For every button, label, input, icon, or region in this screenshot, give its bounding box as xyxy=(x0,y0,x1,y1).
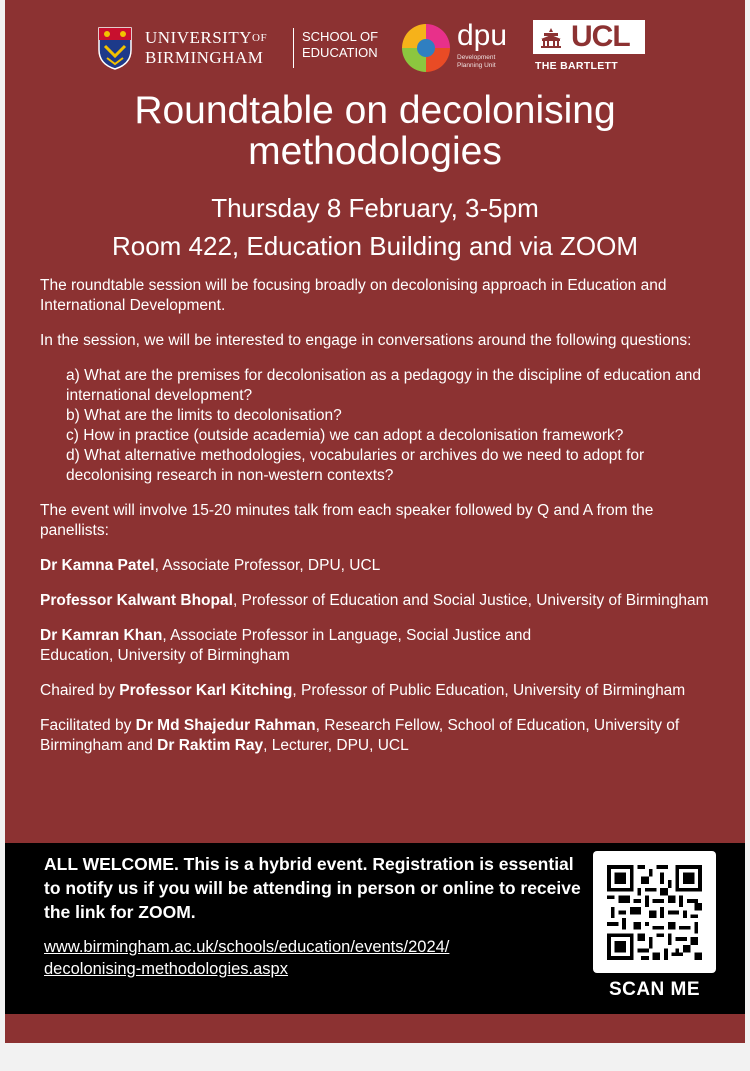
question-list xyxy=(66,366,720,486)
facilitator-role: , Lecturer, DPU, UCL xyxy=(263,737,409,754)
facilitator-name: Dr Md Shajedur Rahman xyxy=(135,717,316,734)
event-title-line-2: methodologies xyxy=(248,130,502,173)
dpu-logo-icon xyxy=(398,20,454,76)
event-poster xyxy=(5,0,745,1043)
speaker-role: , Professor of Education and Social Justice, University of Birmingham xyxy=(232,592,709,609)
facilitators-prefix: Facilitated by xyxy=(40,717,136,734)
question-item: a) What are the premises for decolonisation as a pedagogy in the discipline of education and international development? xyxy=(66,367,702,404)
event-title xyxy=(5,90,745,172)
event-title-line-1: Roundtable on decolonising xyxy=(134,89,616,132)
speaker-role: , Associate Professor in Language, Social Justice and xyxy=(162,627,532,644)
ucl-wordmark: UCL xyxy=(571,20,630,53)
speaker-entry xyxy=(40,556,720,576)
dpu-wordmark: dpu xyxy=(457,19,508,52)
speaker-name: Dr Kamna Patel xyxy=(40,557,155,574)
logo-divider xyxy=(293,28,294,68)
question-item: d) What alternative methodologies, vocabularies or archives do we need to adopt for decolonising research in non-western contexts? xyxy=(66,447,645,484)
speaker-entry xyxy=(40,591,720,611)
chair-entry xyxy=(40,681,720,701)
event-date: Thursday 8 February, 3-5pm xyxy=(211,193,539,223)
speaker-role-continued: Education, University of Birmingham xyxy=(40,647,290,664)
chair-role: , Professor of Public Education, University of Birmingham xyxy=(292,682,686,699)
registration-banner xyxy=(5,843,745,1014)
speaker-name: Professor Kalwant Bhopal xyxy=(40,592,233,609)
university-of-birmingham-wordmark: $UNIVERSITY^{OF}$ BIRMINGHAM xyxy=(145,28,268,67)
the-bartlett-wordmark: THE BARTLETT xyxy=(535,60,618,72)
chair-name: Professor Karl Kitching xyxy=(119,682,293,699)
qr-code-icon xyxy=(607,865,702,960)
speaker-name: Dr Kamran Khan xyxy=(40,627,163,644)
registration-link[interactable]: www.birmingham.ac.uk/schools/education/events/2024/ decolonising-methodologies.aspx xyxy=(44,938,450,978)
intro-paragraph: The roundtable session will be focusing broadly on decolonising approach in Education and International Development. xyxy=(40,277,667,314)
questions-intro: In the session, we will be interested to engage in conversations around the following questions: xyxy=(40,332,692,349)
university-of-birmingham-crest-icon xyxy=(97,26,133,70)
facilitator-name: Dr Raktim Ray xyxy=(157,737,264,754)
chair-prefix: Chaired by xyxy=(40,682,120,699)
facilitators-entry xyxy=(40,716,720,756)
logo-bar xyxy=(5,18,745,78)
school-of-education-wordmark: SCHOOL OF EDUCATION xyxy=(302,29,379,60)
qr-code[interactable] xyxy=(593,851,716,973)
registration-notice: ALL WELCOME. This is a hybrid event. Registration is essential to notify us if you will be attending in person or online to receive the link for ZOOM. xyxy=(44,854,581,922)
facilitator-role: , Research Fellow, School of Education, University of Birmingham and xyxy=(40,717,680,754)
format-paragraph: The event will involve 15-20 minutes talk from each speaker followed by Q and A from the panellists: xyxy=(40,502,654,539)
event-venue: Room 422, Education Building and via ZOOM xyxy=(111,231,639,261)
event-description xyxy=(40,276,720,771)
dpu-subtitle: Development Planning Unit xyxy=(457,54,496,69)
question-item: c) How in practice (outside academia) we can adopt a decolonisation framework? xyxy=(66,427,624,444)
speaker-role: , Associate Professor, DPU, UCL xyxy=(154,557,381,574)
ucl-portico-icon xyxy=(540,28,562,48)
speaker-entry xyxy=(40,626,720,666)
scan-me-label: SCAN ME xyxy=(608,979,701,1000)
question-item: b) What are the limits to decolonisation? xyxy=(66,407,342,424)
